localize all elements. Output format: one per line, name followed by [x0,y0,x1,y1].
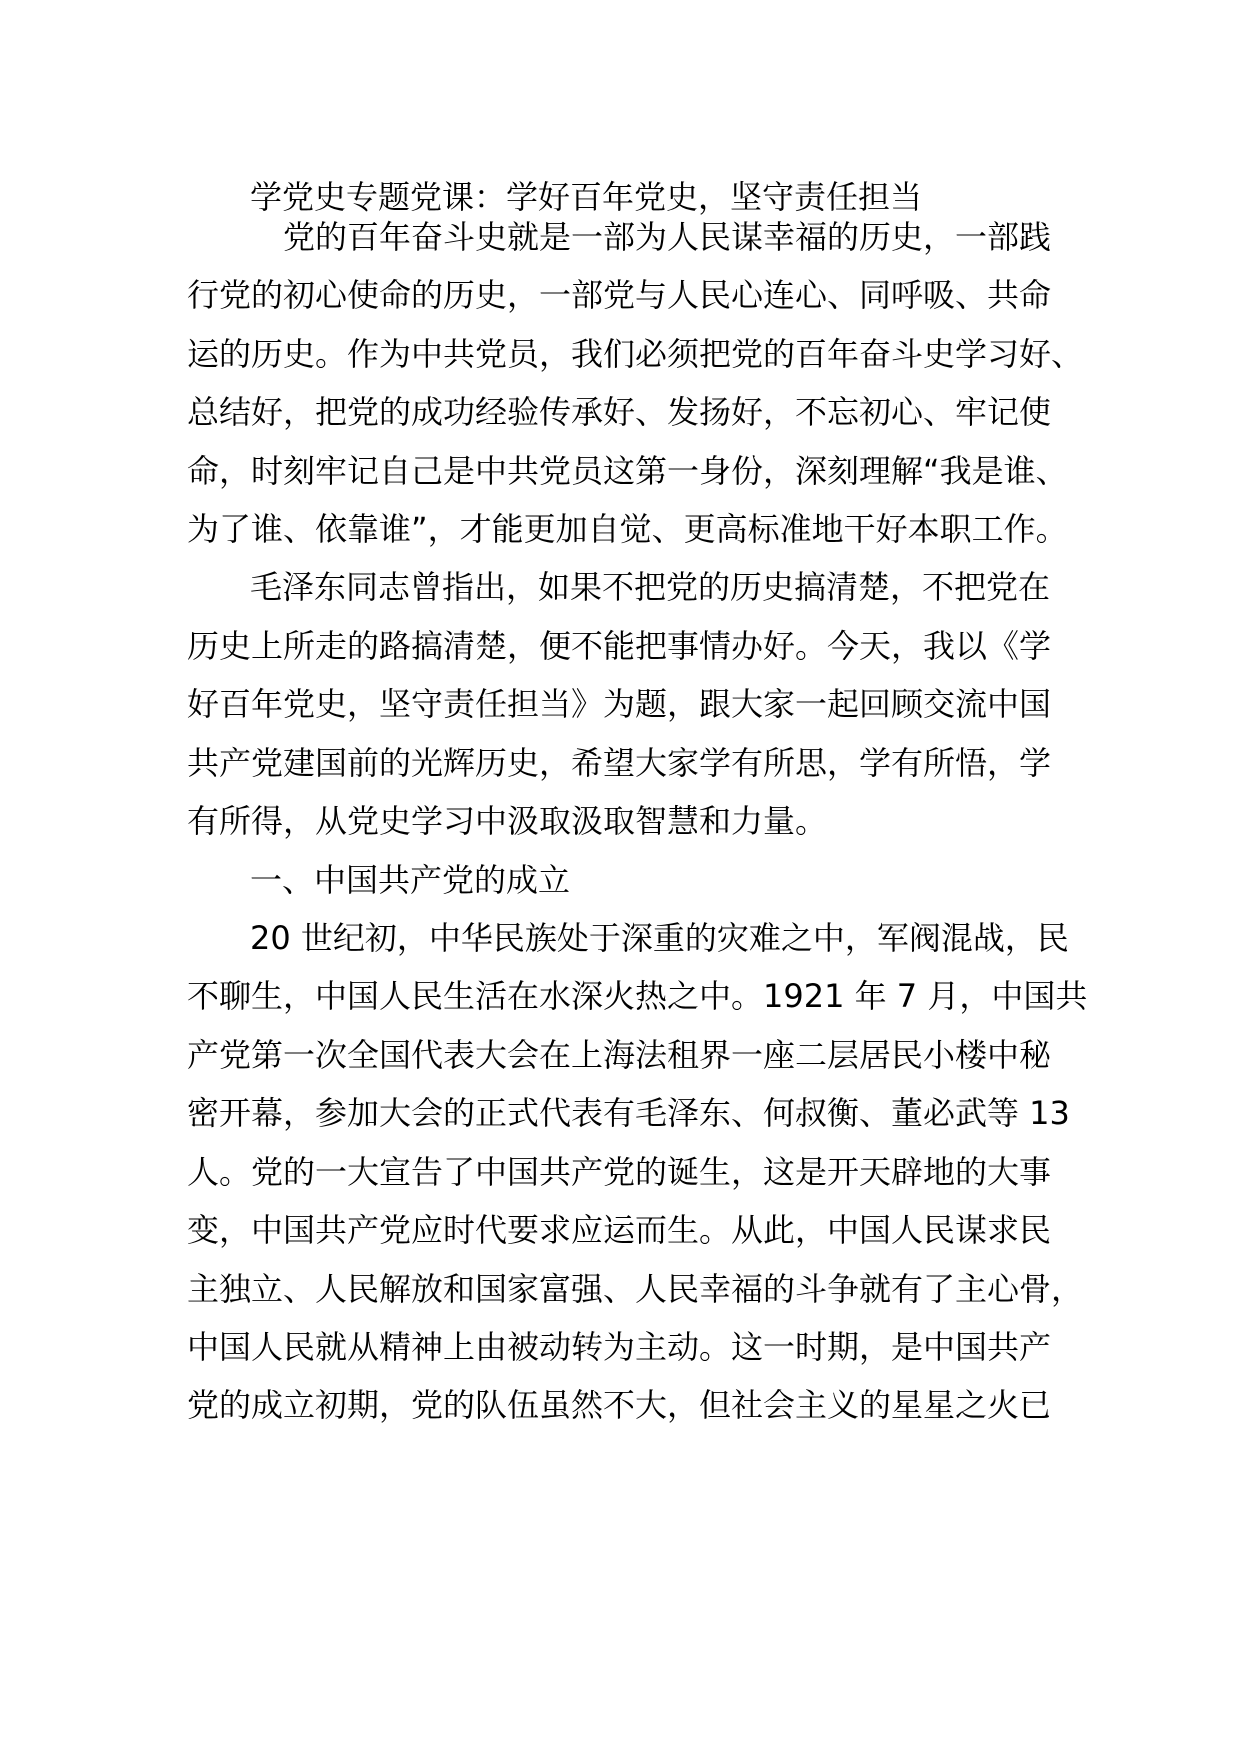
paragraph-2-line-1: 毛泽东同志曾指出，如果不把党的历史搞清楚，不把党在 [250,568,1051,606]
paragraph-3-line-7: 主独立、人民解放和国家富强、人民幸福的斗争就有了主心骨， [187,1270,1084,1308]
paragraph-2-line-4: 共产党建国前的光辉历史，希望大家学有所思，学有所悟，学 [187,744,1052,782]
paragraph-1-line-6: 为了谁、依靠谁”，才能更加自觉、更高标准地干好本职工作。 [187,510,1068,548]
paragraph-1-line-5: 命，时刻牢记自己是中共党员这第一身份，深刻理解“我是谁、 [187,452,1068,490]
paragraph-1-line-2: 行党的初心使命的历史，一部党与人民心连心、同呼吸、共命 [187,276,1052,314]
paragraph-3-line-6: 变，中国共产党应时代要求应运而生。从此，中国人民谋求民 [187,1211,1052,1249]
paragraph-3-line-2: 不聊生，中国人民生活在水深火热之中。1921 年 7 月，中国共 [187,977,1088,1015]
paragraph-3-line-3: 产党第一次全国代表大会在上海法租界一座二层居民小楼中秘 [187,1036,1052,1074]
paragraph-1-line-1: 党的百年奋斗史就是一部为人民谋幸福的历史，一部践 [283,218,1052,256]
paragraph-2-line-3: 好百年党史，坚守责任担当》为题，跟大家一起回顾交流中国 [187,685,1052,723]
section-heading-1: 一、中国共产党的成立 [250,861,571,899]
paragraph-3-line-1: 20 世纪初，中华民族处于深重的灾难之中，军阀混战，民 [250,919,1069,957]
paragraph-1-line-4: 总结好，把党的成功经验传承好、发扬好，不忘初心、牢记使 [187,393,1052,431]
paragraph-3-line-5: 人。党的一大宣告了中国共产党的诞生，这是开天辟地的大事 [187,1153,1052,1191]
document-title: 学党史专题党课：学好百年党史，坚守责任担当 [250,178,923,216]
paragraph-1-line-3: 运的历史。作为中共党员，我们必须把党的百年奋斗史学习好、 [187,335,1084,373]
paragraph-3-line-9: 党的成立初期，党的队伍虽然不大，但社会主义的星星之火已 [187,1386,1052,1424]
paragraph-2-line-2: 历史上所走的路搞清楚，便不能把事情办好。今天，我以《学 [187,627,1052,665]
paragraph-3-line-8: 中国人民就从精神上由被动转为主动。这一时期，是中国共产 [187,1328,1052,1366]
paragraph-2-line-5: 有所得，从党史学习中汲取汲取智慧和力量。 [187,802,828,840]
paragraph-3-line-4: 密开幕，参加大会的正式代表有毛泽东、何叔衡、董必武等 13 [187,1094,1070,1132]
